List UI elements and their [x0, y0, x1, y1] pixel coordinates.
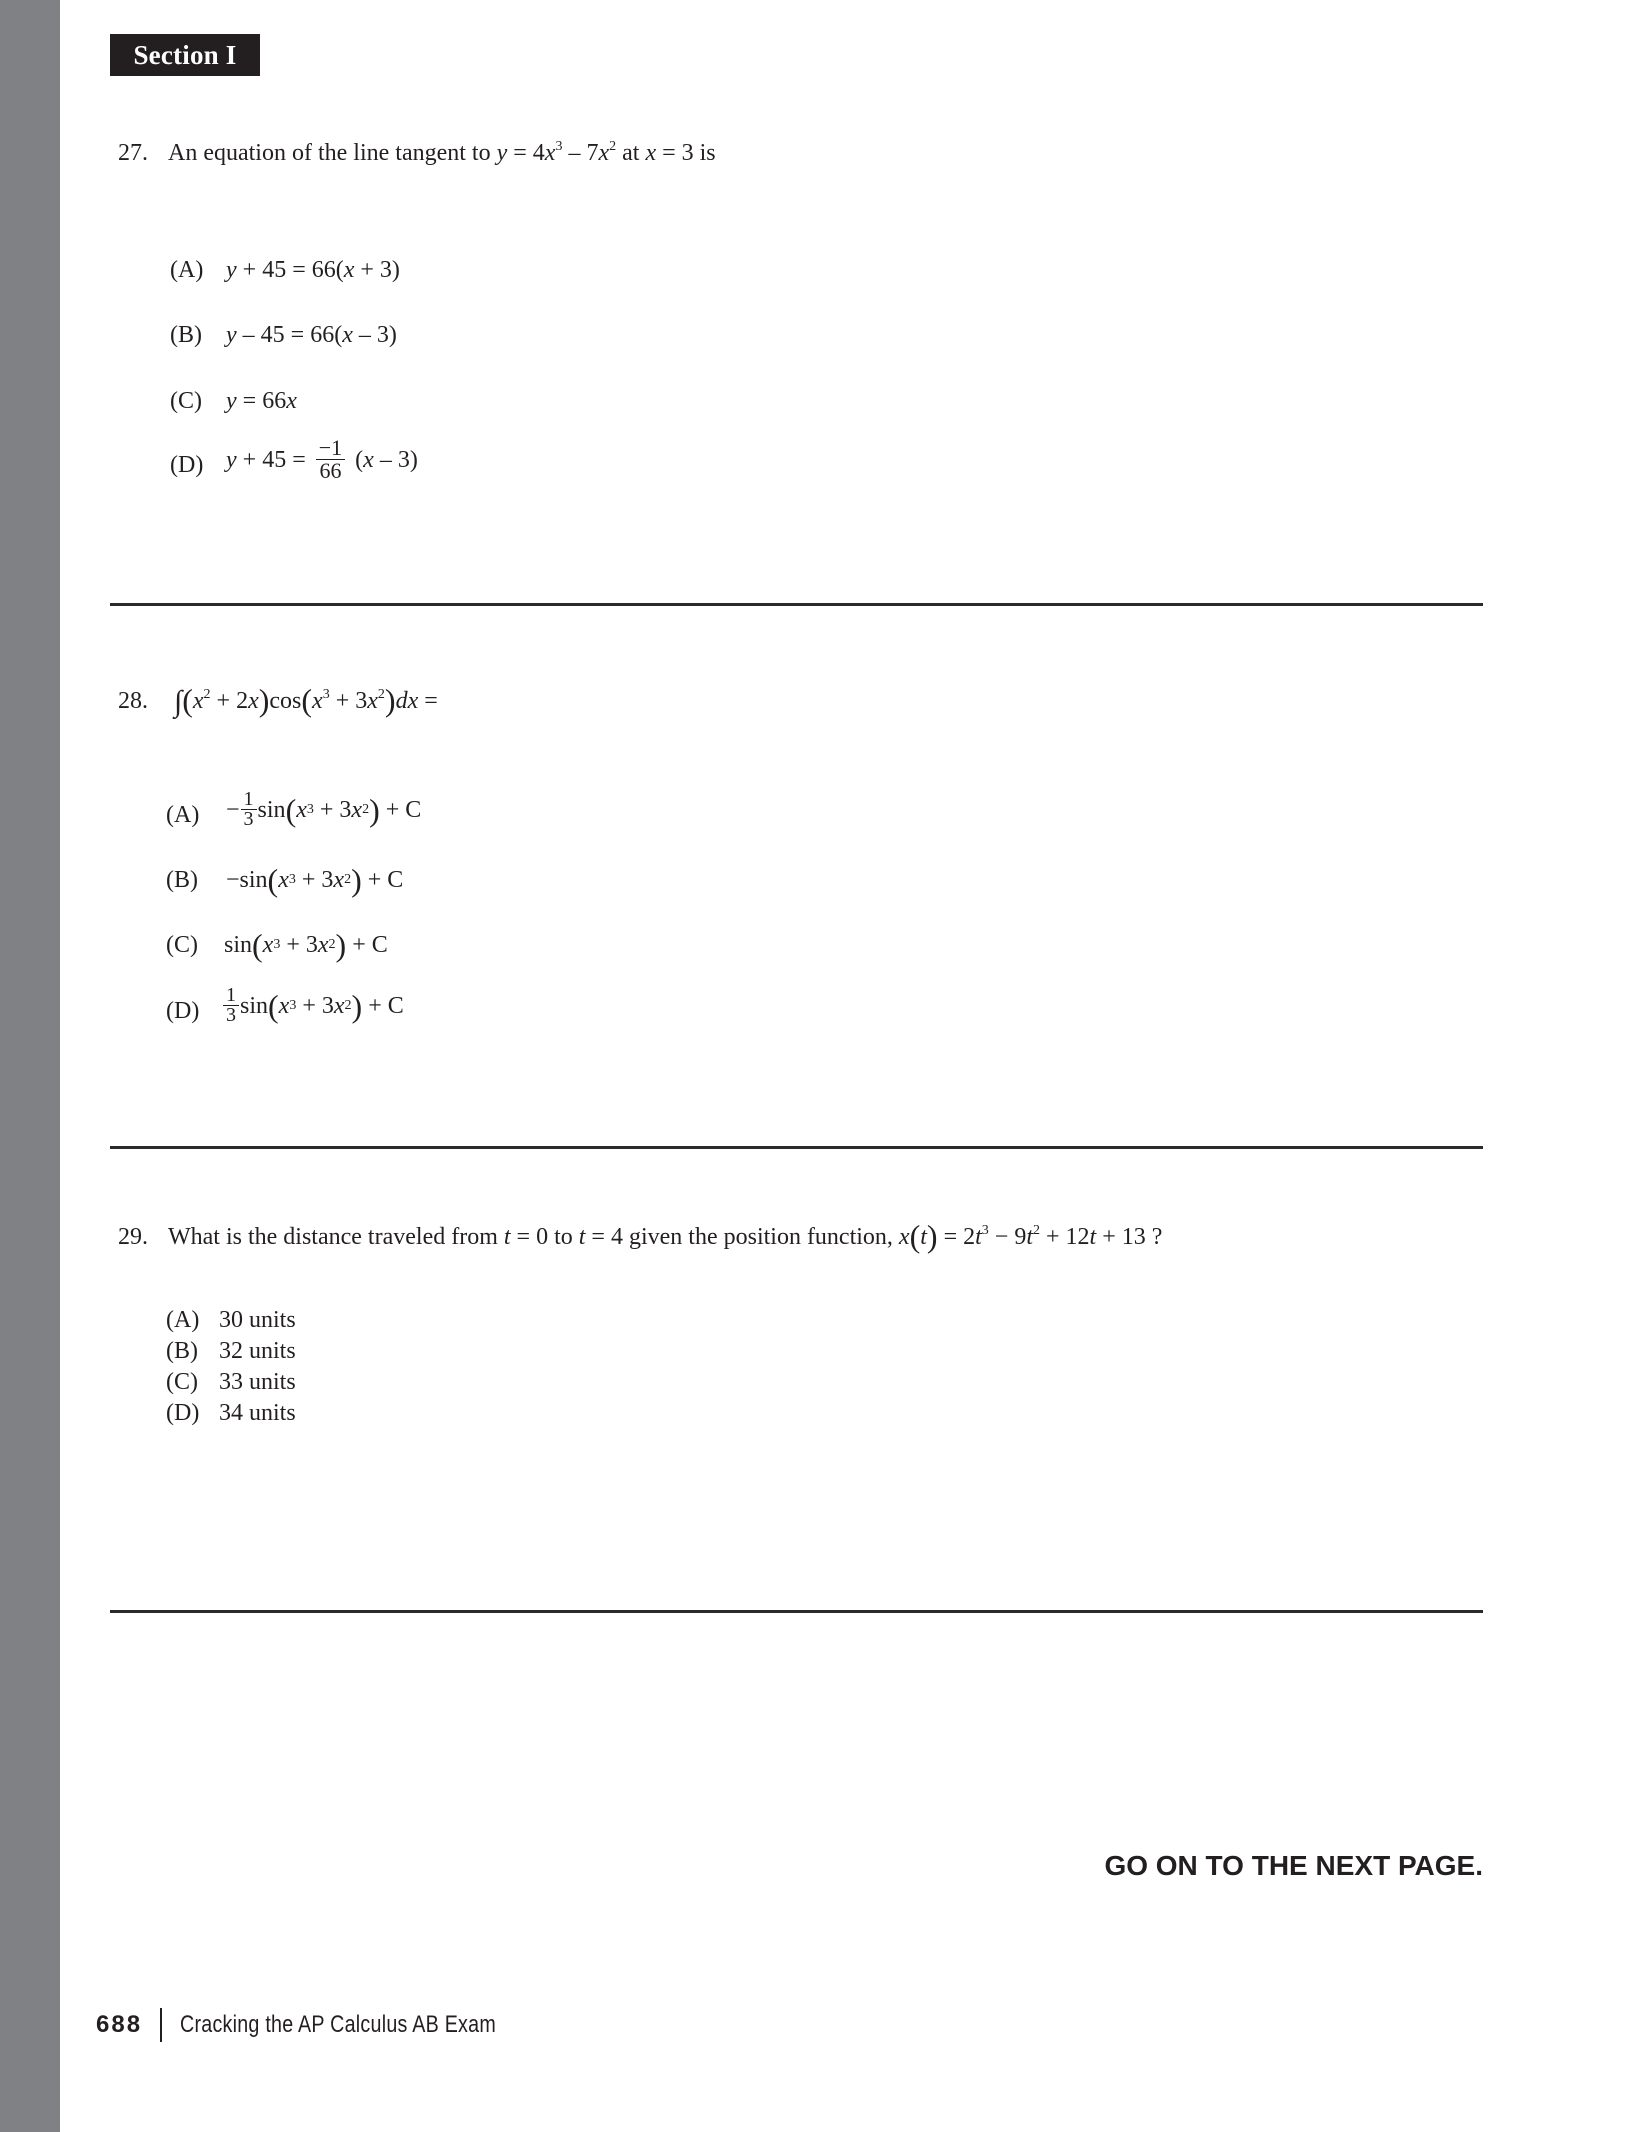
choice-text: sin ( x 3 + 3 x 2 ) + C	[224, 927, 388, 963]
choice-label: (D)	[170, 452, 204, 478]
choice-29-a[interactable]	[166, 1305, 366, 1335]
choice-text: 33 units	[219, 1369, 296, 1395]
choice-text: $\frac{1}{3}$ sin ( x 3 + 3 x 2 ) + C	[222, 986, 404, 1025]
next-page-notice: GO ON TO THE NEXT PAGE.	[1104, 1850, 1483, 1881]
choice-27-a[interactable]	[170, 255, 570, 289]
choice-text: y + 45 = 66( x + 3)	[226, 257, 400, 283]
question-divider	[110, 1146, 1483, 1149]
fraction: $\frac{1}{3}$	[241, 790, 257, 829]
choice-text: 32 units	[219, 1338, 296, 1364]
section-label: Section I	[110, 34, 260, 76]
choice-text: y + 45 = $\frac{-1}{66}$ ( x – 3)	[226, 435, 418, 483]
choice-label: (D)	[166, 998, 200, 1024]
question-prompt: An equation of the line tangent to $y = 4x^3 - 7x^2$ at x = 3 is	[168, 139, 716, 166]
choice-label: (B)	[166, 867, 198, 893]
choice-27-d[interactable]	[170, 435, 570, 484]
choice-label: (A)	[166, 802, 200, 828]
question-divider	[110, 1610, 1483, 1613]
question-27	[118, 138, 918, 168]
choice-29-c[interactable]	[166, 1367, 366, 1397]
page-edge-sidebar	[0, 0, 60, 2132]
page-footer	[96, 2008, 565, 2042]
choice-text: y – 45 = 66( x – 3)	[226, 322, 397, 348]
question-divider	[110, 603, 1483, 606]
question-number: 27.	[118, 140, 148, 166]
question-prompt: $\int(x^2 + 2x)\cos(x^3 + 3x^2)dx$ =	[174, 682, 438, 718]
choice-27-b[interactable]	[170, 320, 570, 354]
choice-label: (C)	[166, 932, 198, 958]
choice-text: 34 units	[219, 1400, 296, 1426]
choice-label: (A)	[170, 257, 204, 283]
choice-text: 30 units	[219, 1307, 296, 1333]
choice-text: −sin ( x 3 + 3 x 2 ) + C	[226, 862, 404, 898]
question-29	[118, 1218, 1318, 1256]
choice-28-b[interactable]	[166, 862, 566, 899]
choice-label: (D)	[166, 1400, 200, 1426]
choice-text: − $\frac{1}{3}$ sin ( x 3 + 3 x 2 ) + C	[226, 788, 422, 830]
question-28	[118, 682, 818, 720]
question-number: 28.	[118, 688, 148, 714]
choice-label: (B)	[170, 322, 202, 348]
choice-29-d[interactable]	[166, 1398, 366, 1428]
question-prompt: What is the distance traveled from t = 0 to t = 4 given the position function, $x(t) = 2t^3 - 9t^2 + 12t + 13$ ?	[168, 1218, 1163, 1254]
choice-text: y = 66 x	[226, 388, 297, 414]
choice-label: (B)	[166, 1338, 198, 1364]
book-title: Cracking the AP Calculus AB Exam	[179, 2011, 496, 2038]
choice-28-c[interactable]	[166, 927, 566, 964]
footer-separator	[160, 2008, 162, 2042]
choice-label: (C)	[166, 1369, 198, 1395]
fraction: $\frac{1}{3}$	[223, 986, 239, 1025]
choice-label: (C)	[170, 388, 202, 414]
choice-label: (A)	[166, 1307, 200, 1333]
page-number: 688	[96, 2011, 143, 2038]
question-number: 29.	[118, 1224, 148, 1250]
choice-29-b[interactable]	[166, 1336, 366, 1366]
choice-27-c[interactable]	[170, 386, 570, 420]
choice-28-a[interactable]	[166, 788, 566, 838]
choice-28-d[interactable]	[166, 984, 566, 1034]
fraction: $\frac{-1}{66}$	[316, 437, 345, 482]
